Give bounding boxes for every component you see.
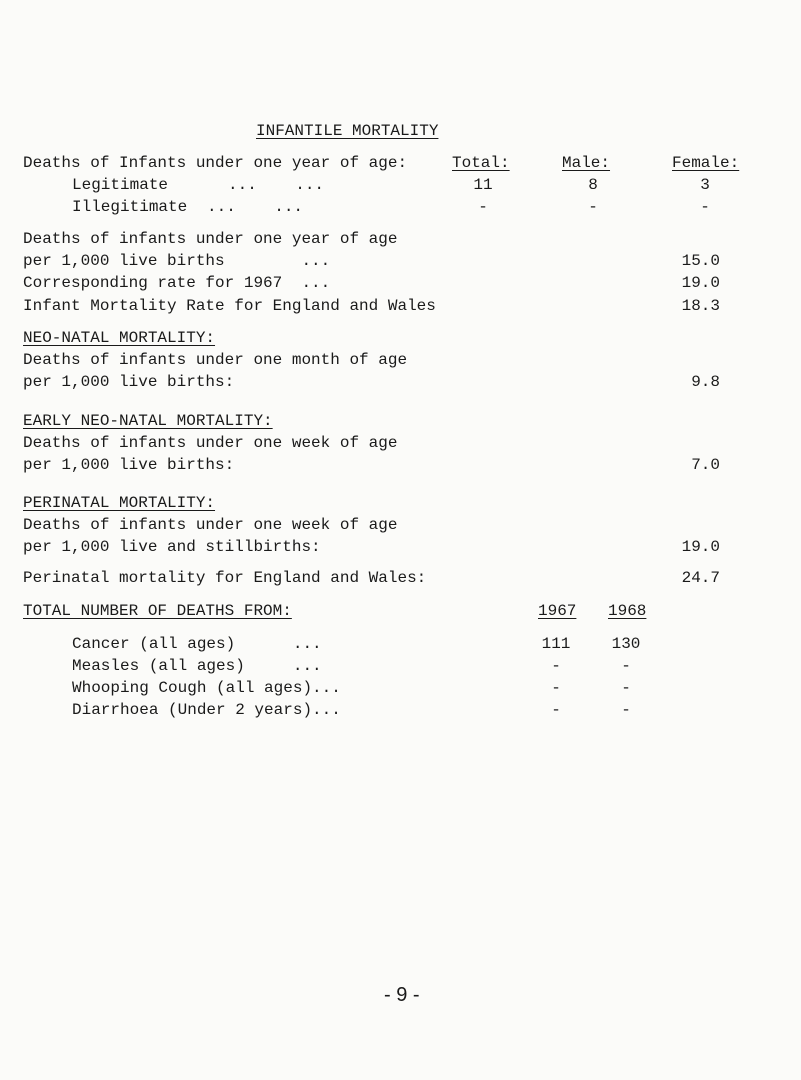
year-1967-header: 1967 <box>538 602 577 620</box>
cause-row-measles-1967: - <box>551 657 561 675</box>
year-1968-header: 1968 <box>608 602 647 620</box>
cause-row-measles-1968: - <box>621 657 631 675</box>
rate-line-3: Corresponding rate for 1967 ... <box>23 274 331 292</box>
row-illegitimate-male: - <box>588 198 598 216</box>
header-total: Total: <box>452 154 510 172</box>
row-legitimate-female: 3 <box>700 176 710 194</box>
row-legitimate-total: 11 <box>473 176 493 194</box>
cause-row-whooping-1968: - <box>621 679 631 697</box>
cause-row-diarrhoea-1967: - <box>551 701 561 719</box>
cause-row-diarrhoea-1968: - <box>621 701 631 719</box>
row-legitimate-male: 8 <box>588 176 598 194</box>
early-neo-natal-line1: Deaths of infants under one week of age <box>23 434 398 452</box>
early-neo-natal-heading: EARLY NEO-NATAL MORTALITY: <box>23 412 273 430</box>
page-title: INFANTILE MORTALITY <box>256 122 439 140</box>
rate-value-1967: 19.0 <box>681 274 720 292</box>
row-illegitimate-label: Illegitimate <box>72 198 188 216</box>
perinatal-value: 19.0 <box>681 538 720 556</box>
rate-value-england: 18.3 <box>681 297 720 315</box>
neo-natal-line1: Deaths of infants under one month of age <box>23 351 408 369</box>
page-number: - 9 - <box>384 984 420 1006</box>
header-male: Male: <box>562 154 611 172</box>
row-legitimate-dots: ... ... <box>228 176 325 194</box>
cause-row-cancer-1967: 111 <box>541 635 571 653</box>
header-female: Female: <box>672 154 740 172</box>
perinatal-line2: per 1,000 live and stillbirths: <box>23 538 321 556</box>
perinatal-heading: PERINATAL MORTALITY: <box>23 494 216 512</box>
cause-row-diarrhoea-label: Diarrhoea (Under 2 years)... <box>72 701 341 719</box>
rate-line-2: per 1,000 live births ... <box>23 252 331 270</box>
row-illegitimate-dots: ... ... <box>207 198 304 216</box>
neo-natal-value: 9.8 <box>691 373 720 391</box>
perinatal-england-value: 24.7 <box>681 569 720 587</box>
early-neo-natal-line2: per 1,000 live births: <box>23 456 235 474</box>
row-legitimate-label: Legitimate <box>72 176 169 194</box>
row-illegitimate-female: - <box>700 198 710 216</box>
perinatal-line1: Deaths of infants under one week of age <box>23 516 398 534</box>
cause-row-whooping-label: Whooping Cough (all ages)... <box>72 679 341 697</box>
deaths-under-one-label: Deaths of Infants under one year of age: <box>23 154 408 172</box>
cause-row-cancer-1968: 130 <box>611 635 641 653</box>
neo-natal-line2: per 1,000 live births: <box>23 373 235 391</box>
perinatal-england-label: Perinatal mortality for England and Wales: <box>23 569 427 587</box>
rate-line-4: Infant Mortality Rate for England and Wales <box>23 297 436 315</box>
cause-row-whooping-1967: - <box>551 679 561 697</box>
rate-line-1: Deaths of infants under one year of age <box>23 230 398 248</box>
causes-heading: TOTAL NUMBER OF DEATHS FROM: <box>23 602 292 620</box>
cause-row-cancer-label: Cancer (all ages) ... <box>72 635 322 653</box>
cause-row-measles-label: Measles (all ages) ... <box>72 657 322 675</box>
row-illegitimate-total: - <box>478 198 488 216</box>
neo-natal-heading: NEO-NATAL MORTALITY: <box>23 329 216 347</box>
rate-value-infant: 15.0 <box>681 252 720 270</box>
early-neo-natal-value: 7.0 <box>691 456 720 474</box>
